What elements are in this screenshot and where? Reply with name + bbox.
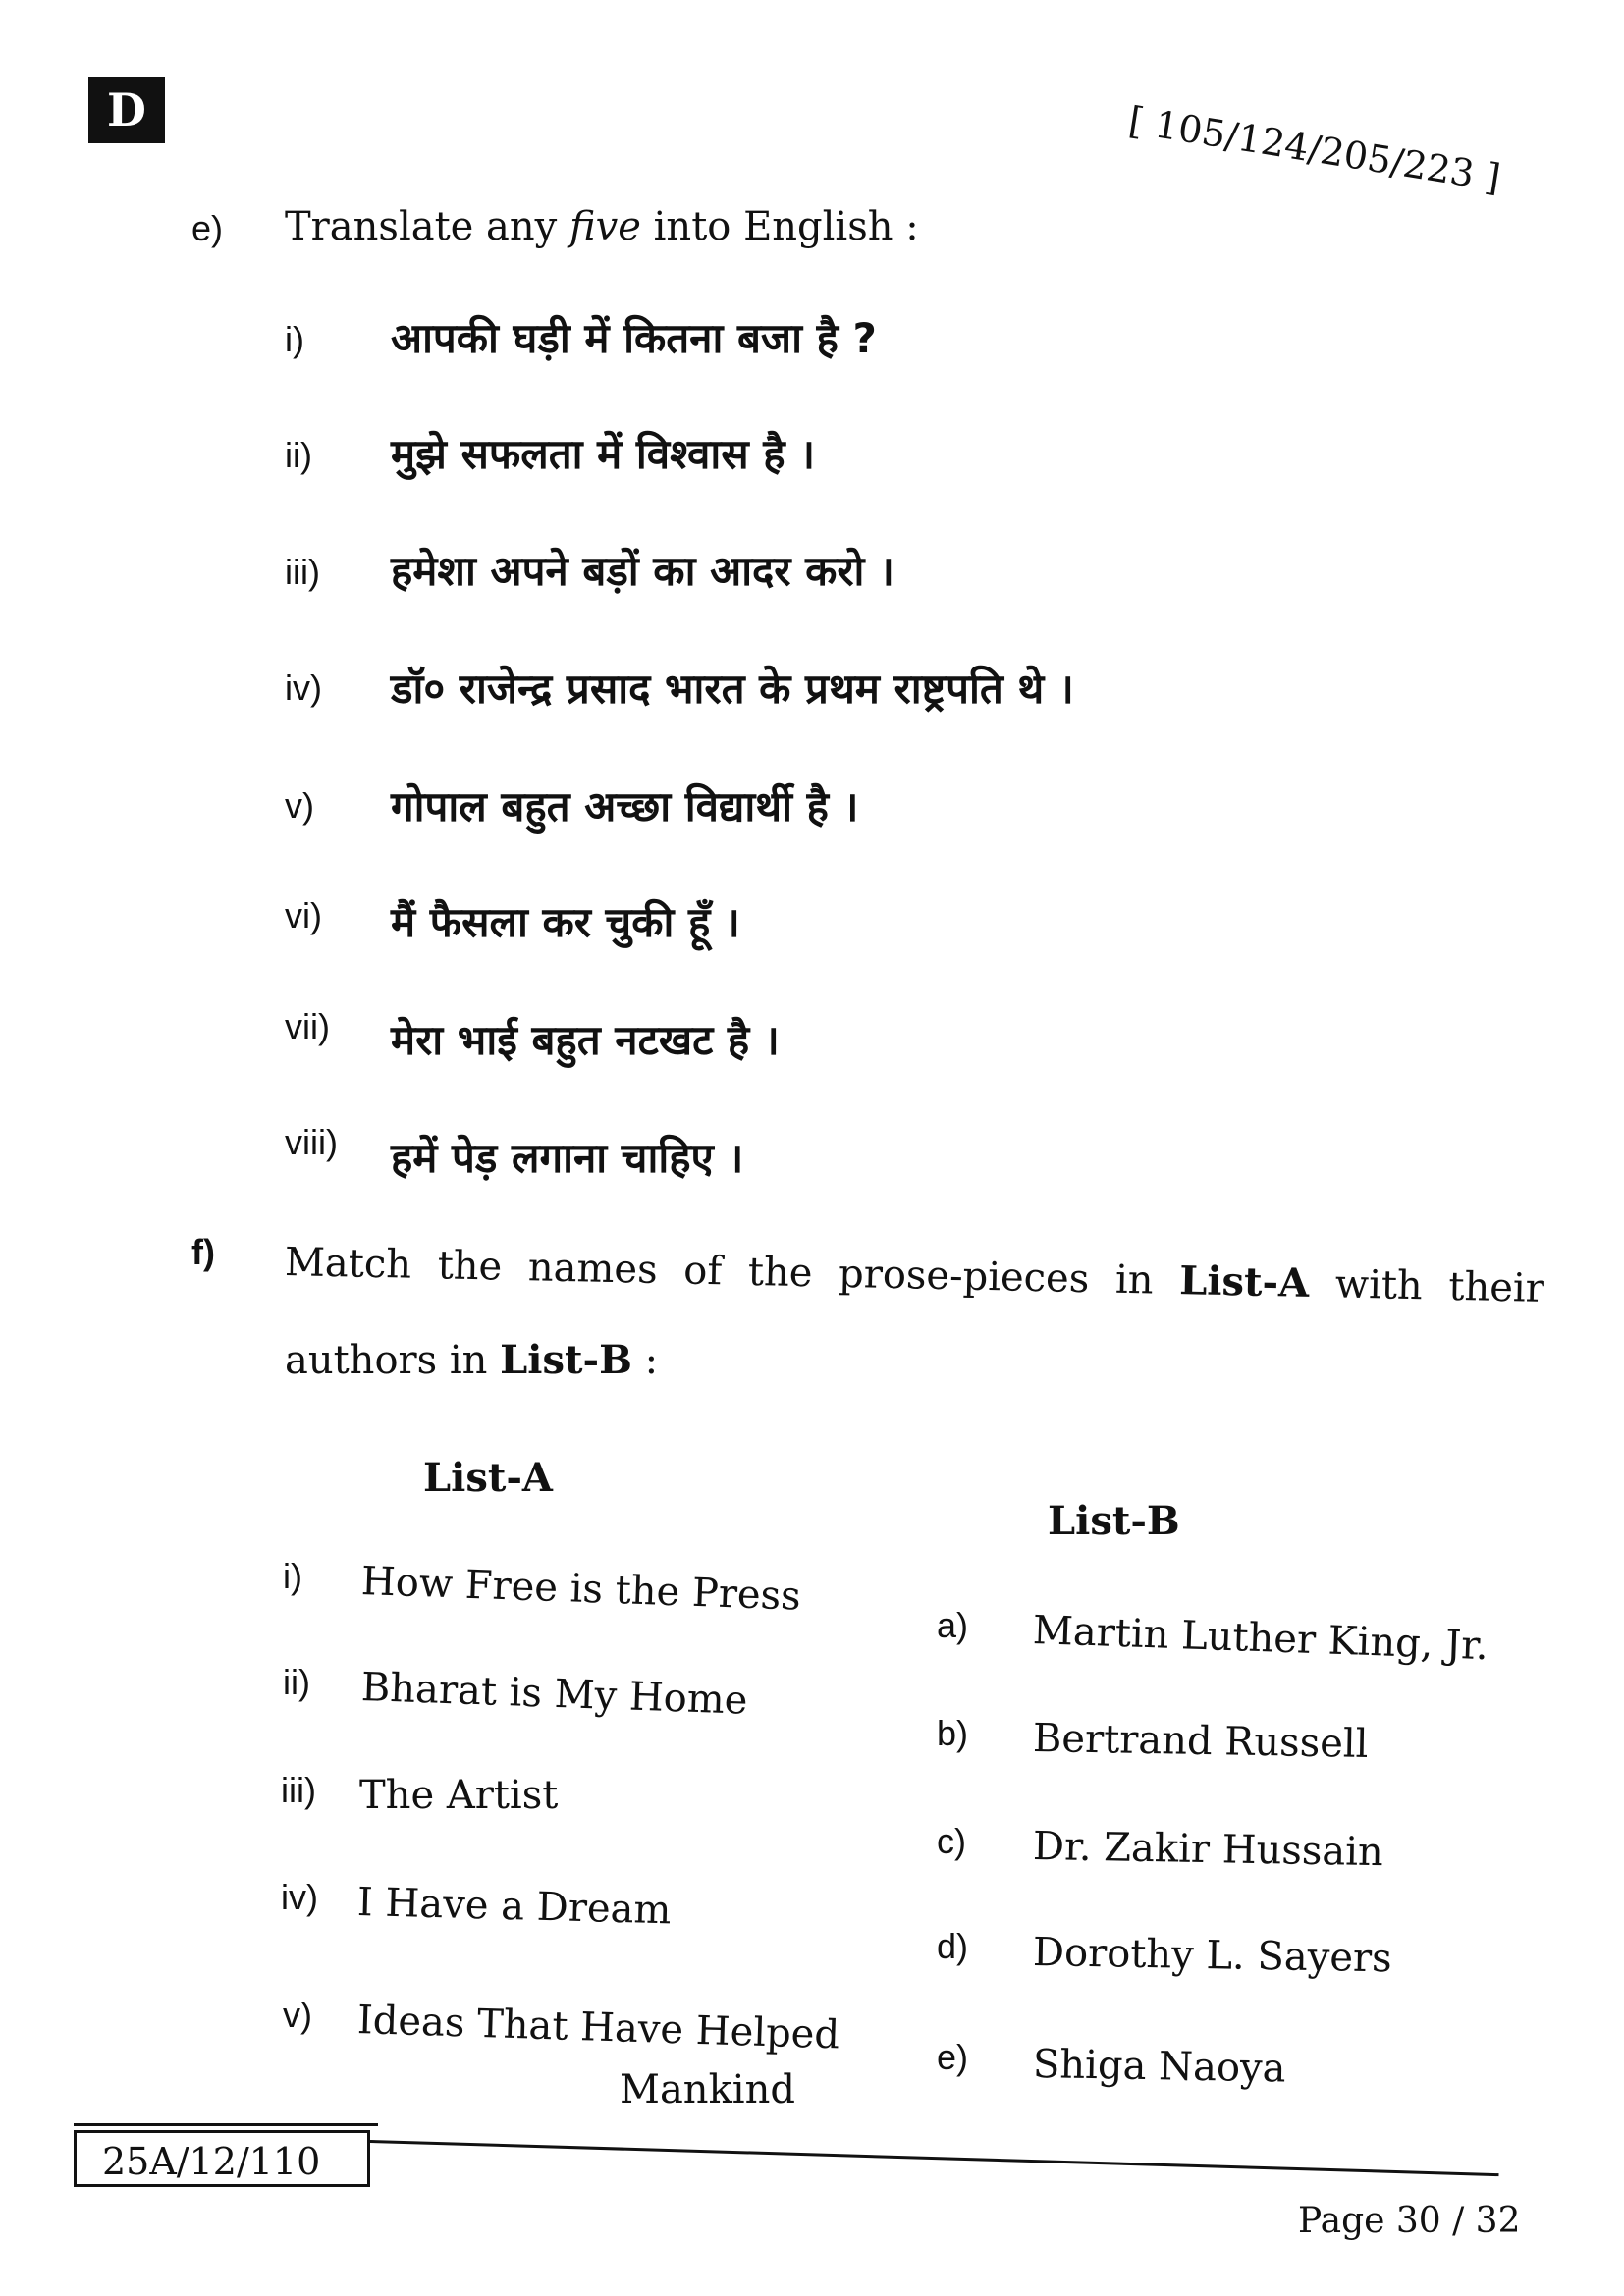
footer-divider [74,2123,378,2126]
list-b-item: Shiga Naoya [1032,2042,1286,2092]
question-e-label: e) [191,208,224,248]
item-number: i) [285,319,304,359]
list-a-item: How Free is the Press [360,1559,802,1620]
list-a-heading: List-A [423,1455,553,1501]
paper-code: [ 105/124/205/223 ] [1125,98,1504,200]
list-b-item: Bertrand Russell [1032,1716,1369,1767]
list-a-item: Ideas That Have Helped [356,1998,840,2058]
item-number: iii) [285,552,320,592]
question-f-line2 [285,1337,658,1383]
instruction-text: Translate any [285,204,569,249]
item-number: vii) [285,1006,330,1046]
item-number: iii) [281,1770,316,1810]
item-number: i) [283,1556,302,1596]
question-f-label: f) [191,1232,215,1272]
list-a-item: Bharat is My Home [360,1665,749,1724]
footer-divider [370,2140,1499,2176]
list-a-item: I Have a Dream [356,1880,672,1934]
hindi-sentence: आपकी घड़ी में कितना बजा है ? [391,314,877,362]
item-number: iv) [285,667,322,708]
list-b-heading: List-B [1048,1498,1180,1544]
item-number: viii) [285,1122,338,1162]
list-a-item-continuation: Mankind [620,2067,795,2112]
item-letter: a) [937,1605,969,1645]
item-letter: b) [937,1713,969,1753]
hindi-sentence: गोपाल बहुत अच्छा विद्यार्थी है । [391,782,859,830]
instruction-text: into English : [640,204,919,249]
instruction-text: Match the names of the prose-pieces in [284,1240,1180,1305]
item-letter: d) [937,1926,969,1966]
item-number: v) [285,785,314,826]
hindi-sentence: हमें पेड़ लगाना चाहिए । [391,1134,744,1182]
instruction-text: : [631,1338,659,1383]
instruction-emphasis: five [568,204,641,249]
question-f-line1 [285,1239,1545,1311]
list-b-item: Dr. Zakir Hussain [1032,1824,1384,1876]
item-letter: c) [937,1821,966,1861]
instruction-text: with their [1308,1260,1545,1311]
list-b-item: Martin Luther King, Jr. [1032,1608,1489,1670]
hindi-sentence: हमेशा अपने बड़ों का आदर करो । [391,547,894,595]
item-number: ii) [283,1662,310,1702]
list-a-item: The Artist [359,1773,559,1818]
footer-code: 25A/12/110 [74,2130,370,2187]
item-number: v) [283,1995,312,2035]
item-number: ii) [285,435,312,475]
hindi-sentence: मैं फैसला कर चुकी हूँ । [391,898,740,946]
item-letter: e) [937,2037,969,2077]
item-number: iv) [281,1877,318,1917]
instruction-text: authors in [285,1338,501,1383]
hindi-sentence: मुझे सफलता में विश्वास है । [391,430,816,478]
question-e-instruction [285,204,919,249]
page-number: Page 30 / 32 [1298,2201,1521,2241]
instruction-bold: List-B [500,1337,632,1383]
hindi-sentence: डॉ० राजेन्द्र प्रसाद भारत के प्रथम राष्ट्रपति थे । [391,665,1074,713]
list-b-item: Dorothy L. Sayers [1032,1930,1393,1982]
instruction-bold: List-A [1178,1257,1310,1307]
item-number: vi) [285,895,322,935]
hindi-sentence: मेरा भाई बहुत नटखट है । [391,1016,780,1064]
set-label: D [88,77,165,143]
